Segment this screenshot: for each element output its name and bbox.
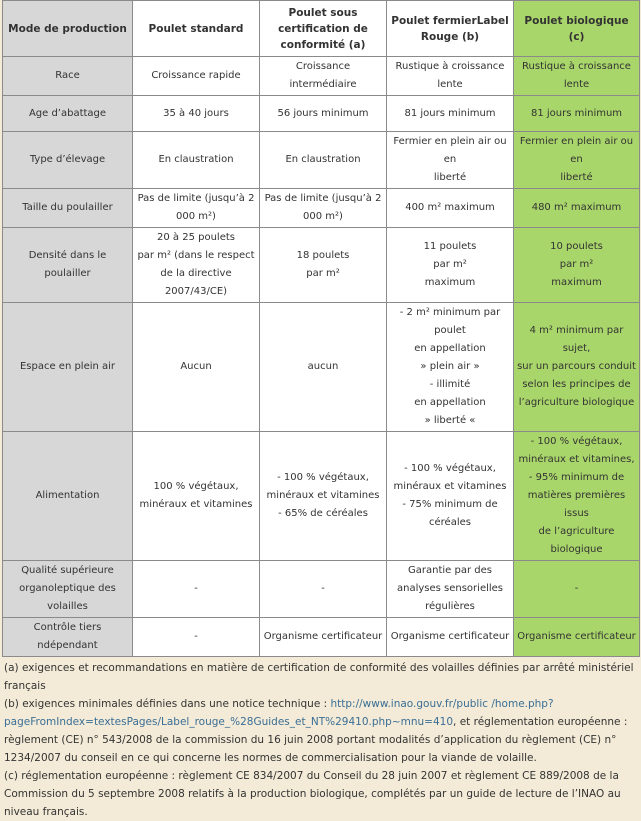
cell-line: minéraux et vitamines [393, 481, 507, 492]
header-poulet-standard: Poulet standard [133, 1, 260, 57]
footnote-a: (a) exigences et recommandations en matière de certification de conformité des volailles définies par arrêté ministériel français [4, 662, 634, 692]
cell-line: par m² [433, 259, 467, 270]
cell-certifie [260, 189, 387, 228]
row-label: Race [3, 57, 133, 96]
cell-line: analyses sensorielles [396, 583, 504, 594]
cell-line: 81 jours minimum [404, 107, 496, 119]
header-poulet-certifie: Poulet sous certification de conformité (a) [260, 1, 387, 57]
cell-line: selon les principes de [522, 379, 631, 390]
cell-line: » plein air » [420, 361, 480, 372]
cell-line: » liberté « [424, 415, 476, 426]
cell-line: sur un parcours conduit [517, 361, 636, 372]
table-row [3, 96, 640, 132]
cell-biologique [514, 96, 640, 132]
cell-biologique [514, 432, 640, 561]
inao-link[interactable]: http://www.inao.gouv.fr/public /home.php?pageFromIndex=textesPages/Label_rouge_%28Guides_et_NT%29410.php~mnu=410 [4, 698, 554, 728]
comparison-table [2, 0, 640, 657]
table-row [3, 618, 640, 657]
cell-label-rouge [387, 132, 514, 189]
cell-line: 100 % végétaux, [153, 481, 239, 492]
table-row [3, 189, 640, 228]
cell-certifie [260, 132, 387, 189]
cell-biologique [514, 228, 640, 303]
cell-line: par m² (dans le respect [137, 250, 255, 261]
header-poulet-biologique: Poulet biologique (c) [514, 1, 640, 57]
cell-line: - 100 % végétaux, [530, 436, 623, 447]
footnote-b-prefix: (b) exigences minimales définies dans une notice technique : [4, 698, 331, 710]
cell-line: liberté [433, 172, 467, 183]
cell-certifie [260, 96, 387, 132]
cell-line: - 100 % végétaux, [277, 472, 369, 483]
row-label: Age d’abattage [3, 96, 133, 132]
cell-line: aucun [307, 361, 339, 372]
cell-line: en appellation [414, 397, 486, 408]
table-row [3, 303, 640, 432]
cell-line: - [194, 631, 198, 642]
cell-certifie [260, 57, 387, 96]
table-row [3, 57, 640, 96]
cell-label-rouge [387, 561, 514, 618]
cell-line: lente [437, 79, 463, 90]
cell-line: de la directive [160, 268, 232, 279]
cell-line: Organisme certificateur [390, 631, 510, 642]
cell-line: en appellation [414, 343, 486, 354]
cell-line: 400 m² maximum [405, 202, 495, 213]
cell-line: Pas de limite (jusqu’à 2 [137, 193, 255, 204]
cell-line: l’agriculture biologique [518, 397, 635, 408]
cell-line: 2007/43/CE) [164, 286, 228, 297]
cell-line: lente [563, 79, 590, 90]
footnotes [0, 657, 641, 821]
cell-certifie [260, 228, 387, 303]
cell-line: 4 m² minimum par sujet, [529, 325, 624, 354]
cell-standard [133, 228, 260, 303]
cell-line: Fermier en plein air ou en [393, 136, 507, 165]
cell-certifie [260, 303, 387, 432]
cell-biologique [514, 57, 640, 96]
cell-standard [133, 618, 260, 657]
cell-line: Pas de limite (jusqu’à 2 [264, 193, 382, 204]
cell-line: - 100 % végétaux, [404, 463, 496, 474]
cell-standard [133, 561, 260, 618]
row-label: Contrôle tiers ndépendant [3, 618, 133, 657]
cell-standard [133, 132, 260, 189]
cell-line: - illimité [429, 379, 471, 390]
cell-line: 000 m²) [303, 211, 343, 222]
row-label: Qualité supérieure organoleptique des volailles [3, 561, 133, 618]
header-row [3, 1, 640, 57]
table-row [3, 132, 640, 189]
cell-standard [133, 303, 260, 432]
cell-line: minéraux et vitamines [139, 499, 253, 510]
cell-line: - 75% minimum de [402, 499, 498, 510]
row-label: Taille du poulailler [3, 189, 133, 228]
footnote-b-suffix: , et réglementation européenne : règlement (CE) n° 543/2008 de la commission du 16 juin 2008 portant modalités d’application du règlement (CE) n° 1234/2007 du conseil en ce qui concerne les normes de commercialisation pour la viande de volaille. [4, 716, 628, 764]
cell-line: En claustration [158, 154, 234, 165]
row-label: Densité dans le poulailler [3, 228, 133, 303]
cell-line: En claustration [285, 154, 361, 165]
cell-line: par m² [559, 259, 594, 270]
table-row [3, 432, 640, 561]
cell-line: Rustique à croissance [395, 61, 505, 72]
cell-standard [133, 432, 260, 561]
cell-label-rouge [387, 189, 514, 228]
cell-certifie [260, 561, 387, 618]
cell-standard [133, 96, 260, 132]
cell-standard [133, 189, 260, 228]
cell-line: - [574, 583, 579, 594]
cell-line: Garantie par des [408, 565, 492, 576]
cell-certifie [260, 432, 387, 561]
table-row [3, 561, 640, 618]
cell-label-rouge [387, 96, 514, 132]
cell-line: - [321, 583, 325, 594]
cell-label-rouge [387, 303, 514, 432]
cell-line: Aucun [180, 361, 212, 372]
cell-line: 56 jours minimum [277, 107, 369, 119]
footnote-b [4, 695, 635, 767]
cell-label-rouge [387, 618, 514, 657]
cell-line: Fermier en plein air ou en [519, 136, 634, 165]
cell-line: Croissance rapide [151, 70, 241, 81]
cell-line: Organisme certificateur [263, 631, 383, 642]
cell-line: maximum [424, 277, 476, 288]
cell-biologique [514, 618, 640, 657]
row-label: Espace en plein air [3, 303, 133, 432]
cell-biologique [514, 561, 640, 618]
cell-label-rouge [387, 57, 514, 96]
cell-line: - 95% minimum de [528, 472, 625, 483]
cell-line: - [194, 583, 198, 594]
cell-label-rouge [387, 228, 514, 303]
cell-biologique [514, 303, 640, 432]
cell-biologique [514, 132, 640, 189]
cell-line: 81 jours minimum [530, 107, 623, 119]
cell-certifie [260, 618, 387, 657]
cell-line: minéraux et vitamines [266, 490, 380, 501]
cell-line: Rustique à croissance [522, 61, 631, 72]
row-label: Type d’élevage [3, 132, 133, 189]
cell-line: 10 poulets [550, 241, 603, 252]
footnote-c: (c) réglementation européenne : règlement CE 834/2007 du Conseil du 28 juin 2007 et règlement CE 889/2008 de la Commission du 5 septembre 2008 relatifs à la production biologique, complétés par un guide de lecture de l’INAO au niveau français. [4, 770, 621, 818]
cell-biologique [514, 189, 640, 228]
cell-line: 480 m² maximum [531, 202, 622, 213]
cell-line: matières premières issus [527, 490, 626, 519]
cell-line: régulières [425, 601, 475, 612]
cell-line: - 65% de céréales [278, 508, 368, 519]
cell-line: Croissance intermédiaire [289, 61, 357, 90]
cell-line: par m² [306, 268, 340, 279]
cell-line: céréales [429, 517, 471, 528]
cell-line: 18 poulets [296, 250, 350, 261]
cell-line: Organisme certificateur [517, 631, 636, 642]
table-row [3, 228, 640, 303]
header-mode-de-production: Mode de production [3, 1, 133, 57]
row-label: Alimentation [3, 432, 133, 561]
cell-line: de l’agriculture biologique [538, 526, 615, 555]
header-poulet-label-rouge: Poulet fermierLabel Rouge (b) [387, 1, 514, 57]
cell-line: 11 poulets [423, 241, 477, 252]
cell-line: liberté [560, 172, 593, 183]
cell-standard [133, 57, 260, 96]
cell-line: maximum [551, 277, 602, 288]
cell-line: 000 m²) [176, 211, 216, 222]
cell-line: - 2 m² minimum par poulet [399, 307, 501, 336]
cell-line: minéraux et vitamines, [518, 454, 635, 465]
cell-label-rouge [387, 432, 514, 561]
cell-line: 20 à 25 poulets [157, 232, 235, 243]
cell-line: 35 à 40 jours [163, 107, 229, 119]
